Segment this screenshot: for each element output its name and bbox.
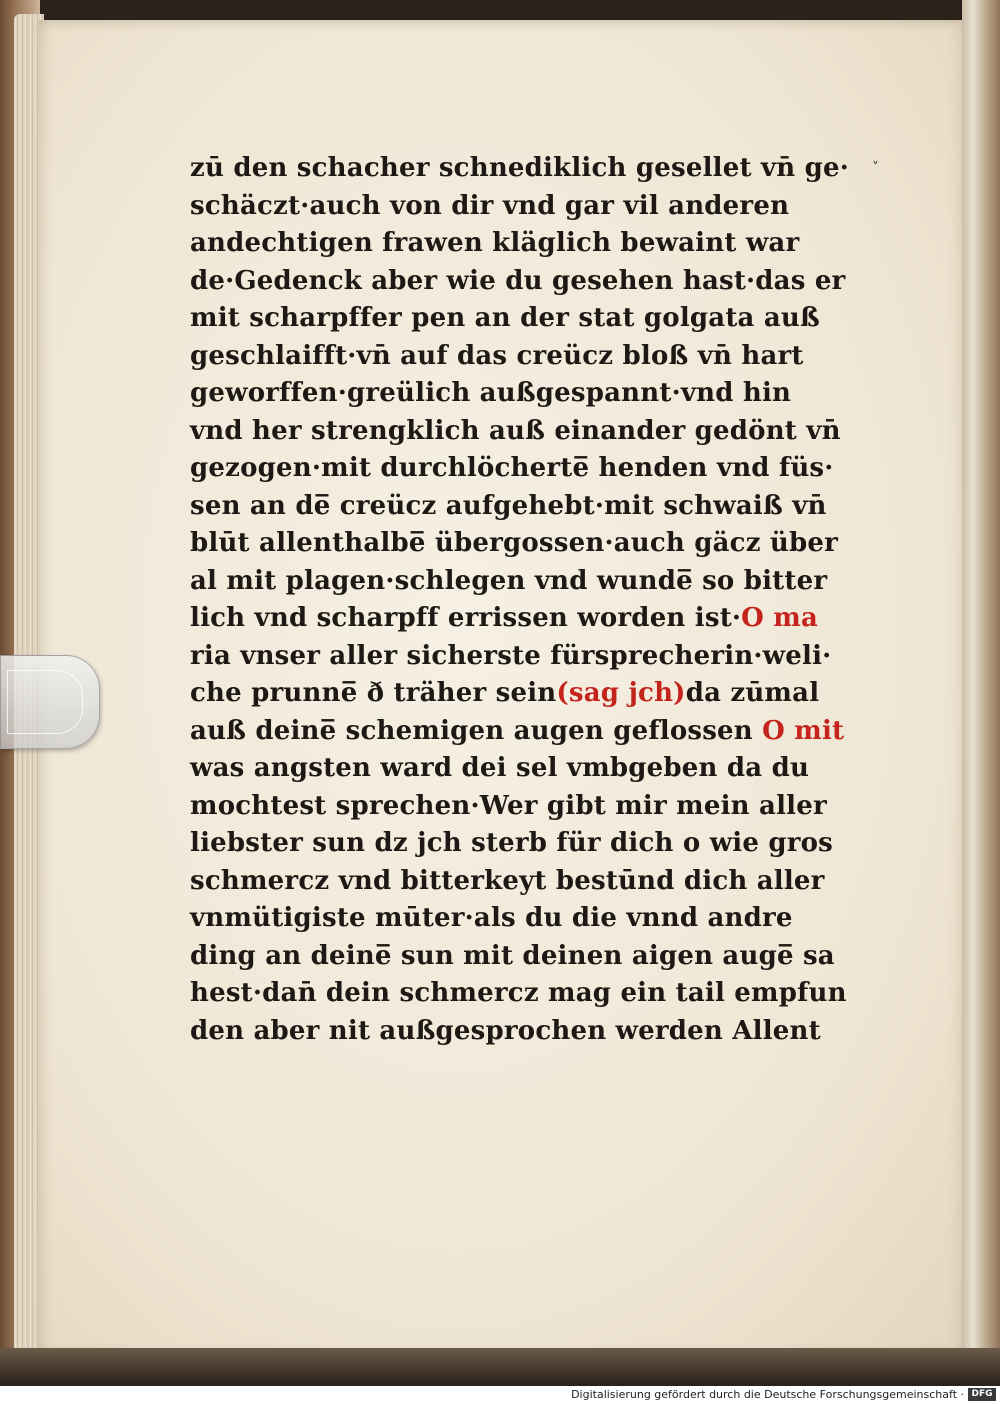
text-line: andechtigen frawen kläglich bewaint war xyxy=(190,228,800,258)
page-clip-inner xyxy=(7,670,83,734)
text-line xyxy=(190,713,845,751)
margin-mark: ˅ xyxy=(872,160,879,176)
text-line: hest·dan̄ dein schmercz mag ein tail empfun xyxy=(190,978,847,1008)
text-line: den aber nit außgesprochen werden Allent xyxy=(190,1015,821,1046)
text-line: mit scharpffer pen an der stat golgata auß xyxy=(190,303,820,333)
text-line: sen an de̅ creücz aufgehebt·mit schwaiß vn̄ xyxy=(190,490,827,521)
footer-credit: Digitalisierung gefördert durch die Deutsche Forschungsgemeinschaft · xyxy=(571,1388,964,1401)
text-line xyxy=(190,675,836,713)
right-binding xyxy=(962,0,1000,1386)
footer-bar xyxy=(0,1386,1000,1404)
text-line: al mit plagen·schlegen vnd wunde̅ so bitter xyxy=(190,565,828,596)
text-segment: lich vnd scharpff errissen worden ist· xyxy=(190,603,742,633)
page-clip xyxy=(0,655,100,749)
text-line: ding an deine̅ sun mit deinen aigen auge̅ sa xyxy=(190,940,835,971)
text-line: de·Gedenck aber wie du gesehen hast·das er xyxy=(190,265,846,296)
text-line: zū den schacher schnediklich gesellet vn̄ ge· xyxy=(190,153,849,183)
text-line: schmercz vnd bitterkeyt bestūnd dich aller xyxy=(190,865,825,896)
rubric-o-mit: O mit xyxy=(762,715,845,746)
bottom-shadow xyxy=(0,1348,1000,1386)
text-block xyxy=(190,150,849,1050)
text-line: was angsten ward dei sel vmbgeben da du xyxy=(190,753,810,783)
text-line: ria vnser aller sicherste fürsprecherin·weli· xyxy=(190,640,832,671)
text-segment: da zūmal xyxy=(685,678,820,708)
rubric-o-ma: O ma xyxy=(741,603,819,633)
text-line: schäczt·auch von dir vnd gar vil anderen xyxy=(190,190,790,221)
dfg-logo: DFG xyxy=(968,1388,996,1401)
text-line xyxy=(190,600,836,638)
text-line: vnd her strengklich auß einander gedönt vn̄ xyxy=(190,415,841,446)
text-line: blūt allenthalbe̅ übergossen·auch gäcz über xyxy=(190,528,839,558)
text-segment: auß deine̅ schemigen augen geflossen xyxy=(190,715,753,746)
text-line: mochtest sprechen·Wer gibt mir mein aller xyxy=(190,790,827,821)
rubric-sag-ich: (sag jch) xyxy=(556,678,686,708)
text-line: gezogen·mit durchlöcherte̅ henden vnd füs· xyxy=(190,453,834,483)
text-line: vnmütigiste mūter·als du die vnnd andre xyxy=(190,903,793,933)
text-line: geschlaifft·vn̄ auf das creücz bloß vn̄ hart xyxy=(190,340,804,371)
text-line: geworffen·greülich außgespannt·vnd hin xyxy=(190,378,792,408)
text-segment: che prunne̅ ð träher sein xyxy=(190,678,557,708)
text-line: liebster sun dz jch sterb für dich o wie gros xyxy=(190,828,834,858)
